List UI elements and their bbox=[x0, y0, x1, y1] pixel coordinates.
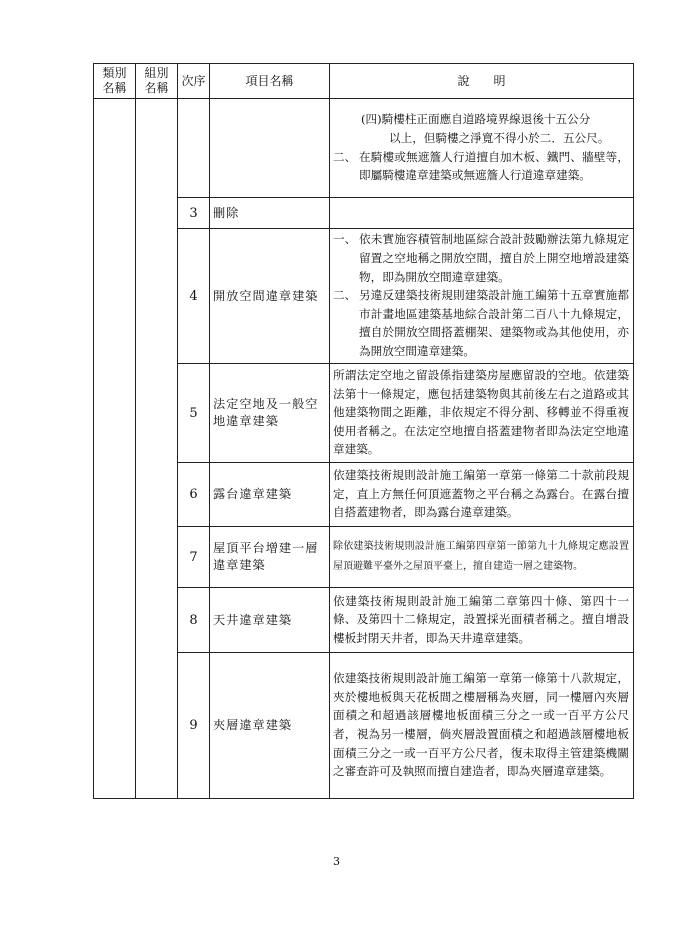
item-name-cell: 露台違章建築 bbox=[210, 463, 330, 527]
desc-item-marker: 二、 bbox=[333, 149, 357, 164]
description-cell bbox=[330, 99, 634, 198]
seq-cell: 6 bbox=[178, 463, 210, 527]
header-seq: 次序 bbox=[178, 64, 210, 99]
description-cell: 所謂法定空地之留設係指建築房屋應留設的空地。依建築法第十一條規定，應包括建築物與其前後左右之道路或其他建築物間之距離，非依規定不得分割、移轉並不得重複使用者稱之。在法定空地擅自搭蓋建物者即為法定空地違章建築。 bbox=[330, 364, 634, 463]
seq-cell: 5 bbox=[178, 364, 210, 463]
header-row bbox=[94, 64, 634, 99]
desc-item-marker: 二、 bbox=[333, 288, 357, 303]
regulation-table bbox=[93, 63, 634, 799]
header-description: 說 明 bbox=[330, 64, 634, 99]
group-cell bbox=[136, 99, 178, 799]
desc-line: 以上，但騎樓之淨寬不得小於二．五公尺。 bbox=[389, 130, 610, 145]
item-name-cell: 夾層違章建築 bbox=[210, 653, 330, 799]
seq-cell: 8 bbox=[178, 588, 210, 653]
seq-cell bbox=[178, 99, 210, 198]
seq-cell: 3 bbox=[178, 198, 210, 229]
description-cell: 依建築技術規則設計施工編第一章第一條第二十款前段規定，直上方無任何頂遮蓋物之平台稱之為露台。在露台擅自搭蓋建物者，即為露台違章建築。 bbox=[330, 463, 634, 527]
description-cell: 依建築技術規則設計施工編第一章第一條第十八款規定，夾於樓地板與天花板間之樓層稱為夾層，同一樓層內夾層面積之和超過該層樓地板面積三分之一或一百平方公尺者，視為另一樓層，倘夾層設置面積之和超過該層樓地板面積三分之一或一百平方公尺者，復未取得主管建築機關之審查許可及執照而擅自建造者，即為夾層違章建築。 bbox=[330, 653, 634, 799]
header-item-name: 項目名稱 bbox=[210, 64, 330, 99]
desc-item-text: 在騎樓或無遮簷人行道擅自加木板、鐵門、牆壁等，即屬騎樓違章建築或無遮簷人行道違章建築。 bbox=[359, 149, 629, 183]
desc-item-marker: 一、 bbox=[333, 232, 357, 247]
seq-cell: 9 bbox=[178, 653, 210, 799]
desc-item bbox=[333, 230, 629, 286]
item-name-cell: 天井違章建築 bbox=[210, 588, 330, 653]
desc-item bbox=[333, 148, 629, 185]
seq-cell: 4 bbox=[178, 229, 210, 364]
description-cell bbox=[330, 229, 634, 364]
desc-item-text: 另違反建築技術規則建築設計施工編第十五章實施都市計畫地區建築基地綜合設計第二百八十九條規定，擅自於開放空間搭蓋棚架、建築物或為其他使用，亦為開放空間違章建築。 bbox=[359, 288, 629, 358]
desc-item bbox=[333, 286, 629, 360]
description-cell: 除依建築技術規則設計施工編第四章第一節第九十九條規定應設置屋頂避難平臺外之屋頂平臺上，擅自建造一層之建築物。 bbox=[330, 527, 634, 588]
category-cell bbox=[94, 99, 136, 799]
desc-item-text: 依未實施容積管制地區綜合設計鼓勵辦法第九條規定留置之空地稱之開放空間，擅自於上開空地增設建築物，即為開放空間違章建築。 bbox=[359, 232, 629, 284]
page-number: 3 bbox=[333, 855, 340, 868]
header-group: 組別名稱 bbox=[136, 64, 178, 99]
item-name-cell bbox=[210, 99, 330, 198]
header-category: 類別名稱 bbox=[94, 64, 136, 99]
description-cell: 依建築技術規則設計施工編第二章第四十條、第四十一條、及第四十二條規定，設置採光面積者稱之。擅自增設樓板封閉天井者，即為天井違章建築。 bbox=[330, 588, 634, 653]
item-name-cell: 屋頂平台增建一層違章建築 bbox=[210, 527, 330, 588]
table-row-continuation bbox=[94, 99, 634, 198]
item-name-cell: 法定空地及一般空地違章建築 bbox=[210, 364, 330, 463]
item-name-cell: 刪除 bbox=[210, 198, 330, 229]
desc-line: (四)騎樓柱正面應自道路境界線退後十五公分 bbox=[361, 112, 591, 127]
seq-cell: 7 bbox=[178, 527, 210, 588]
description-cell bbox=[330, 198, 634, 229]
item-name-cell: 開放空間違章建築 bbox=[210, 229, 330, 364]
